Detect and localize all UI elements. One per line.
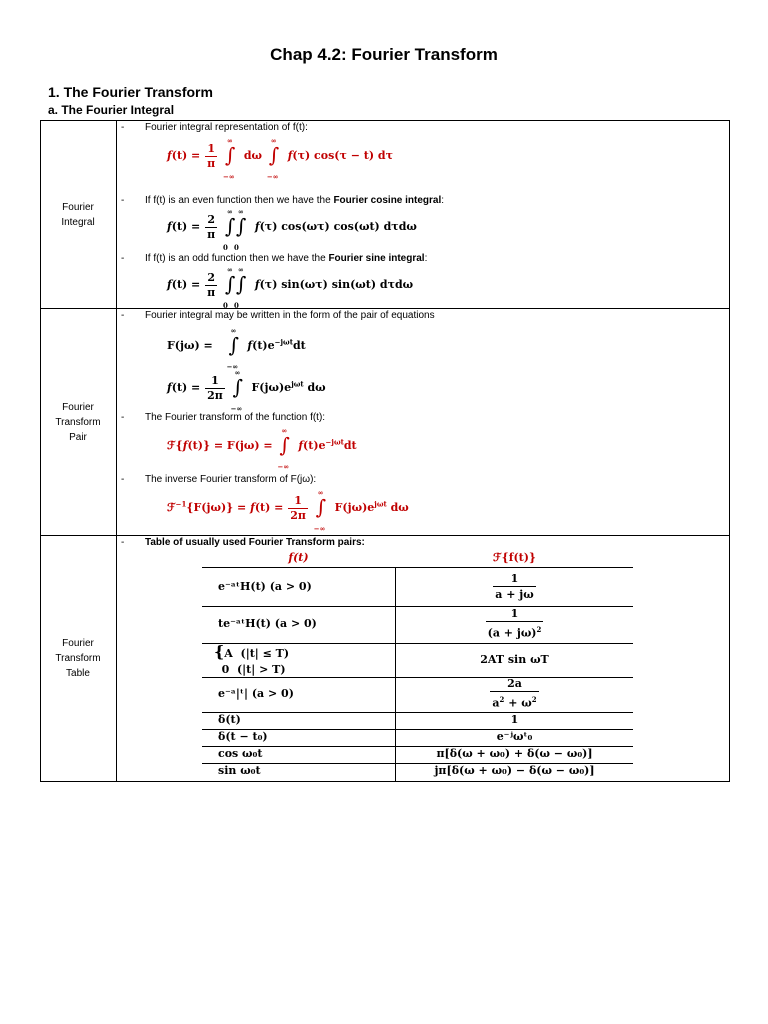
bullet: - xyxy=(121,412,125,423)
table-row-7-transform: π[δ(ω + ω₀) + δ(ω − ω₀)] xyxy=(436,747,593,760)
column-divider xyxy=(116,120,117,782)
table-row-5-function: δ(t) xyxy=(218,713,241,726)
inverse-transform-equation: f(t) = $\frac{1}{2\pi}$ ∞ ∫ −∞ $F(j\omega)e^{j\omega t}$ dω xyxy=(167,368,326,413)
section-heading: 1. The Fourier Transform xyxy=(48,84,213,100)
table-row-7-function: cos ω₀t xyxy=(218,747,263,760)
bullet: - xyxy=(121,122,125,133)
table-caption: Table of usually used Fourier Transform pairs: xyxy=(145,537,365,548)
pair-text-3: The inverse Fourier transform of F(jω): xyxy=(145,474,317,485)
table-row-2-transform: $\frac{1}{(a + j\omega)^2}$ xyxy=(487,607,542,640)
table-header-ft: f(t) xyxy=(288,551,309,564)
bullet: - xyxy=(121,537,125,548)
table-row-4-transform: $\frac{2a}{a^2 + \omega^2}$ xyxy=(492,677,537,710)
row-label-fourier-transform-table: Fourier Transform Table xyxy=(55,638,101,679)
table-row-8-function: sin ω₀t xyxy=(218,764,261,777)
row-divider xyxy=(40,535,730,536)
table-row-3-function: {A (|t| ≤ T) 0 (|t| > T) xyxy=(214,642,290,676)
table-row-3-transform: 2AT sin ωT xyxy=(480,653,549,666)
row-label-fourier-integral: Fourier Integral xyxy=(61,202,95,228)
table-row-2-function: te⁻ᵃᵗH(t) (a > 0) xyxy=(218,617,317,630)
table-header-transform: ℱ{f(t)} xyxy=(492,551,537,564)
integral-text-2: If f(t) is an even function then we have the Fourier cosine integral: xyxy=(145,195,445,206)
subsection-heading: a. The Fourier Integral xyxy=(48,103,175,117)
table-row-1-transform: $\frac{1}{a + j\omega}$ xyxy=(495,572,534,601)
integral-text-1: Fourier integral representation of f(t): xyxy=(145,122,308,133)
table-rule xyxy=(202,567,633,568)
table-row-5-transform: 1 xyxy=(510,713,519,726)
pair-text-2: The Fourier transform of the function f(t): xyxy=(145,412,326,423)
fourier-transform-equation: F(jω) = ∞ ∫ −∞ $f(t)e^{-j\omega t}dt$ xyxy=(167,326,306,371)
fourier-sine-integral-equation: f(t) = $\frac{2}{\pi}$ ∞ ∫ 0 ∞ ∫ 0 f(τ) sin(ωτ) sin(ωt) dτdω xyxy=(167,265,414,310)
fourier-cosine-integral-equation: f(t) = $\frac{2}{\pi}$ ∞ ∫ 0 ∞ ∫ 0 f(τ) cos(ωτ) cos(ωt) dτdω xyxy=(167,207,417,252)
bullet: - xyxy=(121,195,125,206)
bullet: - xyxy=(121,253,125,264)
page-title: Chap 4.2: Fourier Transform xyxy=(270,45,498,64)
table-row-6-function: δ(t − t₀) xyxy=(218,730,268,743)
inverse-fourier-definition: ℱ$^{-1}${F(jω)} = f(t) = $\frac{1}{2\pi}$ ∞ ∫ −∞ $F(j\omega)e^{j\omega t}$ dω xyxy=(167,488,409,533)
bullet: - xyxy=(121,310,125,321)
fourier-integral-equation: f(t) = $\frac{1}{\pi}$ ∞ ∫ −∞ dω ∞ ∫ −∞ f(τ) cos(τ − t) dτ xyxy=(167,136,393,181)
pair-text-1: Fourier integral may be written in the form of the pair of equations xyxy=(145,310,435,321)
table-row-8-transform: jπ[δ(ω + ω₀) − δ(ω − ω₀)] xyxy=(434,764,595,777)
row-divider xyxy=(40,308,730,309)
fourier-transform-definition: ℱ{f(t)} = F(jω) = ∞ ∫ −∞ $f(t)e^{-j\omega t}dt$ xyxy=(167,426,357,471)
integral-text-3: If f(t) is an odd function then we have the Fourier sine integral: xyxy=(145,253,428,264)
table-row-1-function: e⁻ᵃᵗH(t) (a > 0) xyxy=(218,580,312,593)
bullet: - xyxy=(121,474,125,485)
table-row-6-transform: e⁻ʲωᵗ₀ xyxy=(496,730,533,743)
row-label-fourier-transform-pair: Fourier Transform Pair xyxy=(55,402,101,443)
table-row-4-function: e⁻ᵃ|ᵗ| (a > 0) xyxy=(218,687,294,700)
